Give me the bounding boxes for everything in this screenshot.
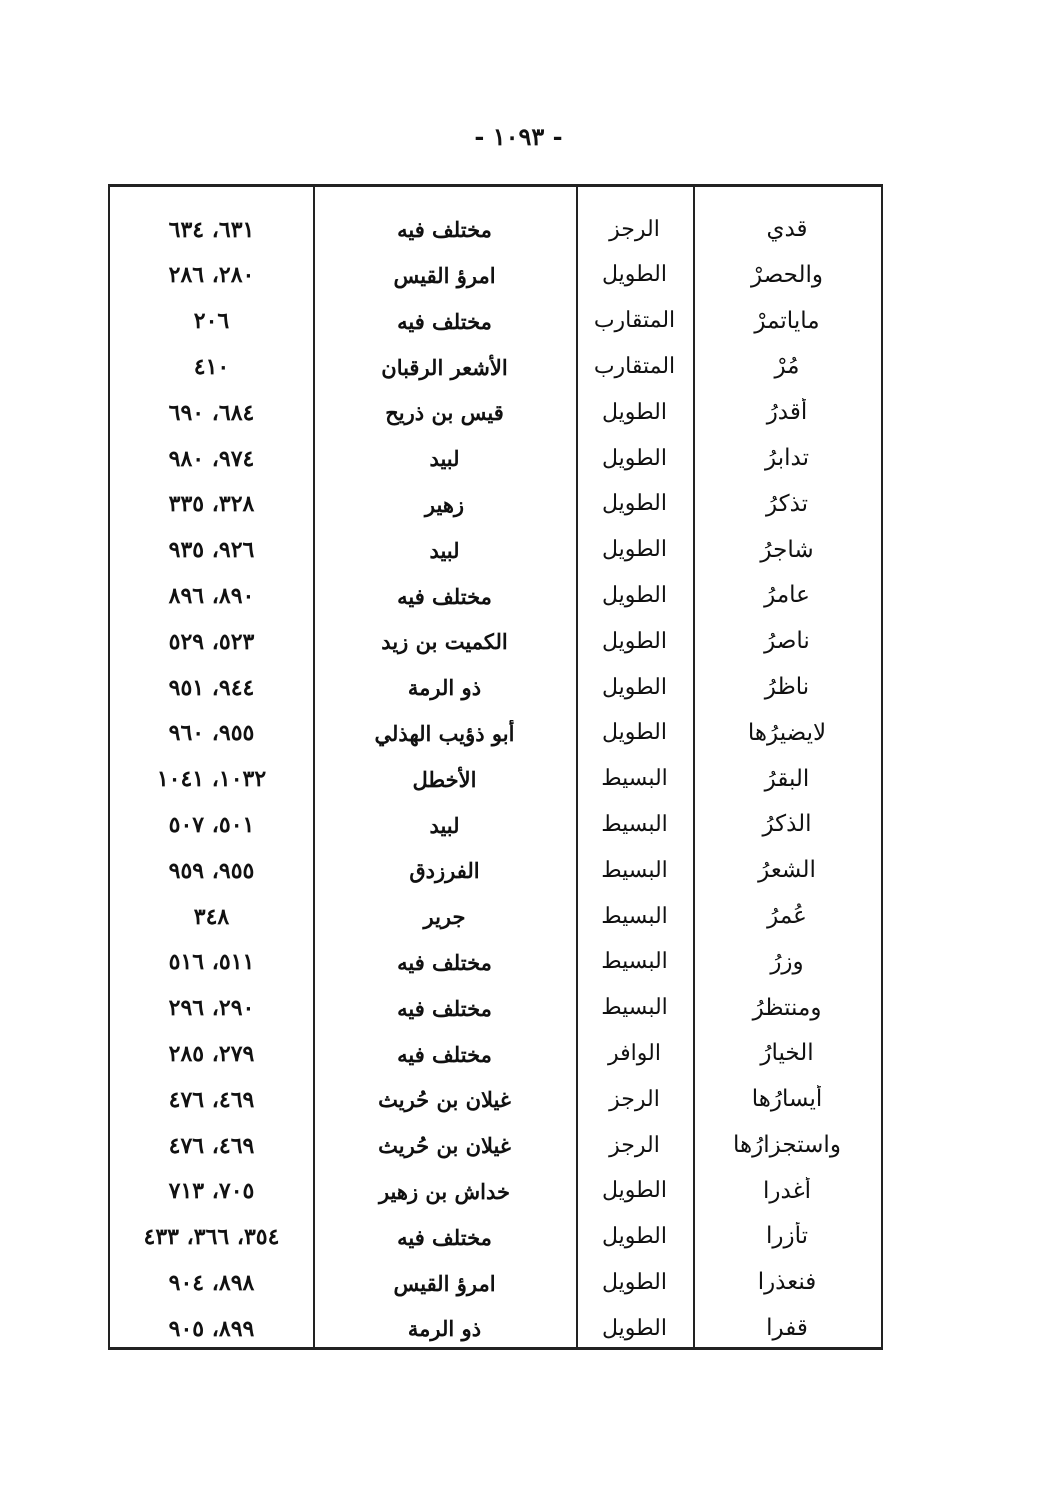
poet-cell: الأخطل xyxy=(412,766,477,792)
meter-cell: الطويل xyxy=(601,491,667,517)
poet-cell: الأشعر الرقبان xyxy=(381,354,508,380)
table-row xyxy=(110,619,881,665)
meter-cell: المتقارب xyxy=(593,308,676,334)
rhyme-cell: تذكرُ xyxy=(765,490,809,517)
poet-cell: امرؤ القيس xyxy=(393,263,496,289)
meter-cell: الطويل xyxy=(601,628,667,654)
table-row xyxy=(110,344,881,390)
meter-cell: البسيط xyxy=(601,766,668,792)
pages-cell: ٩٥٥، ٩٥٩ xyxy=(168,857,255,884)
pages-cell: ١٠٣٢، ١٠٤١ xyxy=(156,766,267,793)
rhyme-cell: أيسارُها xyxy=(751,1086,823,1113)
meter-cell: الطويل xyxy=(601,445,667,471)
meter-cell: البسيط xyxy=(601,811,668,837)
pages-cell: ٧٠٥، ٧١٣ xyxy=(168,1178,255,1205)
table-body xyxy=(110,207,881,1350)
pages-cell: ٤٦٩، ٤٧٦ xyxy=(168,1132,255,1159)
rhyme-cell: الخيارُ xyxy=(760,1040,814,1067)
meter-cell: الطويل xyxy=(601,262,667,288)
poet-cell: خداش بن زهير xyxy=(378,1178,511,1204)
pages-cell: ٥٢٣، ٥٢٩ xyxy=(168,628,255,655)
poet-cell: غيلان بن حُريث xyxy=(378,1133,511,1159)
table-row xyxy=(110,207,881,253)
rhyme-cell: الشعرُ xyxy=(758,857,816,884)
rhyme-cell: شاجرُ xyxy=(760,536,814,563)
table-row xyxy=(110,573,881,619)
meter-cell: البسيط xyxy=(601,995,668,1021)
meter-cell: الرجز xyxy=(609,1086,660,1112)
rhyme-cell: أغدرا xyxy=(763,1177,811,1204)
table-row xyxy=(110,1031,881,1077)
rhyme-cell: ناصرُ xyxy=(764,628,810,655)
table-row xyxy=(110,390,881,436)
poet-cell: مختلف فيه xyxy=(397,217,492,243)
rhyme-cell: أقدرُ xyxy=(766,399,808,426)
poet-cell: زهير xyxy=(424,492,465,518)
table-row xyxy=(110,253,881,299)
table-row xyxy=(110,802,881,848)
pages-cell: ٩٧٤، ٩٨٠ xyxy=(168,445,255,472)
pages-cell: ٩٥٥، ٩٦٠ xyxy=(168,720,255,747)
page-number: - ١٠٩٣ - xyxy=(474,122,563,151)
rhyme-cell: تأزرا xyxy=(765,1223,808,1250)
table-row xyxy=(110,1169,881,1215)
meter-cell: الوافر xyxy=(608,1040,661,1066)
poet-cell: الفرزدق xyxy=(409,858,480,884)
table-row xyxy=(110,482,881,528)
poet-cell: غيلان بن حُريث xyxy=(378,1087,511,1113)
poet-cell: لبيد xyxy=(429,446,460,472)
table-row xyxy=(110,1260,881,1306)
poet-cell: مختلف فيه xyxy=(397,995,492,1021)
table-row xyxy=(110,757,881,803)
pages-cell: ٣٥٤، ٣٦٦، ٤٣٣ xyxy=(143,1224,280,1251)
meter-cell: الرجز xyxy=(609,1132,660,1158)
rhyme-cell: وزرُ xyxy=(770,948,804,975)
pages-cell: ٤١٠ xyxy=(193,353,230,380)
table-row xyxy=(110,986,881,1032)
pages-cell: ٣٢٨، ٣٣٥ xyxy=(168,491,255,518)
rhyme-cell: مُرْ xyxy=(774,353,800,380)
meter-cell: الطويل xyxy=(601,1269,667,1295)
meter-cell: البسيط xyxy=(601,903,668,929)
meter-cell: الطويل xyxy=(601,1178,667,1204)
poet-cell: قيس بن ذريح xyxy=(385,400,504,426)
rhyme-cell: لايضيرُها xyxy=(747,719,827,746)
meter-cell: الرجز xyxy=(609,216,660,242)
pages-cell: ٦٣١، ٦٣٤ xyxy=(168,216,255,243)
rhyme-cell: ماياتمرْ xyxy=(754,307,820,334)
table-row xyxy=(110,711,881,757)
poet-cell: مختلف فيه xyxy=(397,308,492,334)
pages-cell: ٥٠١، ٥٠٧ xyxy=(168,811,255,838)
meter-cell: الطويل xyxy=(601,720,667,746)
poet-cell: الكميت بن زيد xyxy=(381,629,508,655)
table-row xyxy=(110,940,881,986)
pages-cell: ٤٦٩، ٤٧٦ xyxy=(168,1086,255,1113)
pages-cell: ٨٩٨، ٩٠٤ xyxy=(168,1269,255,1296)
poet-cell: ذو الرمة xyxy=(407,675,482,701)
rhyme-cell: ناظرُ xyxy=(764,673,810,700)
pages-cell: ٢٠٦ xyxy=(193,308,230,335)
meter-cell: البسيط xyxy=(601,949,668,975)
poet-cell: ذو الرمة xyxy=(407,1316,482,1342)
rhyme-cell: قفرا xyxy=(766,1315,808,1342)
poet-cell: لبيد xyxy=(429,537,460,563)
table-row xyxy=(110,528,881,574)
rhyme-cell: فنعذرا xyxy=(757,1269,817,1296)
poetry-index-table xyxy=(108,184,883,1350)
meter-cell: الطويل xyxy=(601,674,667,700)
pages-cell: ٨٩٠، ٨٩٦ xyxy=(168,582,255,609)
pages-cell: ٥١١، ٥١٦ xyxy=(168,949,255,976)
table-row xyxy=(110,1123,881,1169)
poet-cell: جرير xyxy=(423,904,466,930)
rhyme-cell: والحصرْ xyxy=(751,261,823,288)
pages-cell: ٩٢٦، ٩٣٥ xyxy=(168,537,255,564)
rhyme-cell: عُمرُ xyxy=(767,902,807,929)
poet-cell: مختلف فيه xyxy=(397,1224,492,1250)
pages-cell: ٨٩٩، ٩٠٥ xyxy=(168,1315,255,1342)
table-row xyxy=(110,299,881,345)
rhyme-cell: ومنتظرُ xyxy=(752,994,822,1021)
table-row xyxy=(110,1077,881,1123)
meter-cell: الطويل xyxy=(601,1315,667,1341)
table-row xyxy=(110,1306,881,1350)
meter-cell: الطويل xyxy=(601,537,667,563)
meter-cell: المتقارب xyxy=(593,353,676,379)
poet-cell: مختلف فيه xyxy=(397,950,492,975)
rhyme-cell: واستجزارُها xyxy=(733,1131,841,1158)
poet-cell: مختلف فيه xyxy=(397,583,492,609)
poet-cell: لبيد xyxy=(429,812,460,838)
pages-cell: ٢٩٠، ٢٩٦ xyxy=(168,995,255,1022)
table-row xyxy=(110,848,881,894)
table-row xyxy=(110,665,881,711)
pages-cell: ٢٨٠، ٢٨٦ xyxy=(168,262,255,289)
rhyme-cell: الذكرُ xyxy=(762,811,812,838)
table-row xyxy=(110,1215,881,1261)
rhyme-cell: البقرُ xyxy=(764,765,810,792)
meter-cell: الطويل xyxy=(601,399,667,425)
rhyme-cell: عامرُ xyxy=(764,582,810,609)
poet-cell: امرؤ القيس xyxy=(393,1270,496,1296)
pages-cell: ٩٤٤، ٩٥١ xyxy=(168,674,255,701)
table-row xyxy=(110,436,881,482)
poet-cell: أبو ذؤيب الهذلي xyxy=(374,721,515,747)
poet-cell: مختلف فيه xyxy=(397,1041,492,1067)
pages-cell: ٣٤٨ xyxy=(193,903,230,930)
rhyme-cell: تدابرُ xyxy=(765,444,809,471)
pages-cell: ٦٨٤، ٦٩٠ xyxy=(168,399,255,426)
pages-cell: ٢٧٩، ٢٨٥ xyxy=(168,1040,255,1067)
meter-cell: الطويل xyxy=(601,1224,667,1250)
meter-cell: البسيط xyxy=(601,857,668,883)
meter-cell: الطويل xyxy=(601,582,667,608)
rhyme-cell: قدي xyxy=(766,215,808,242)
table-row xyxy=(110,894,881,940)
